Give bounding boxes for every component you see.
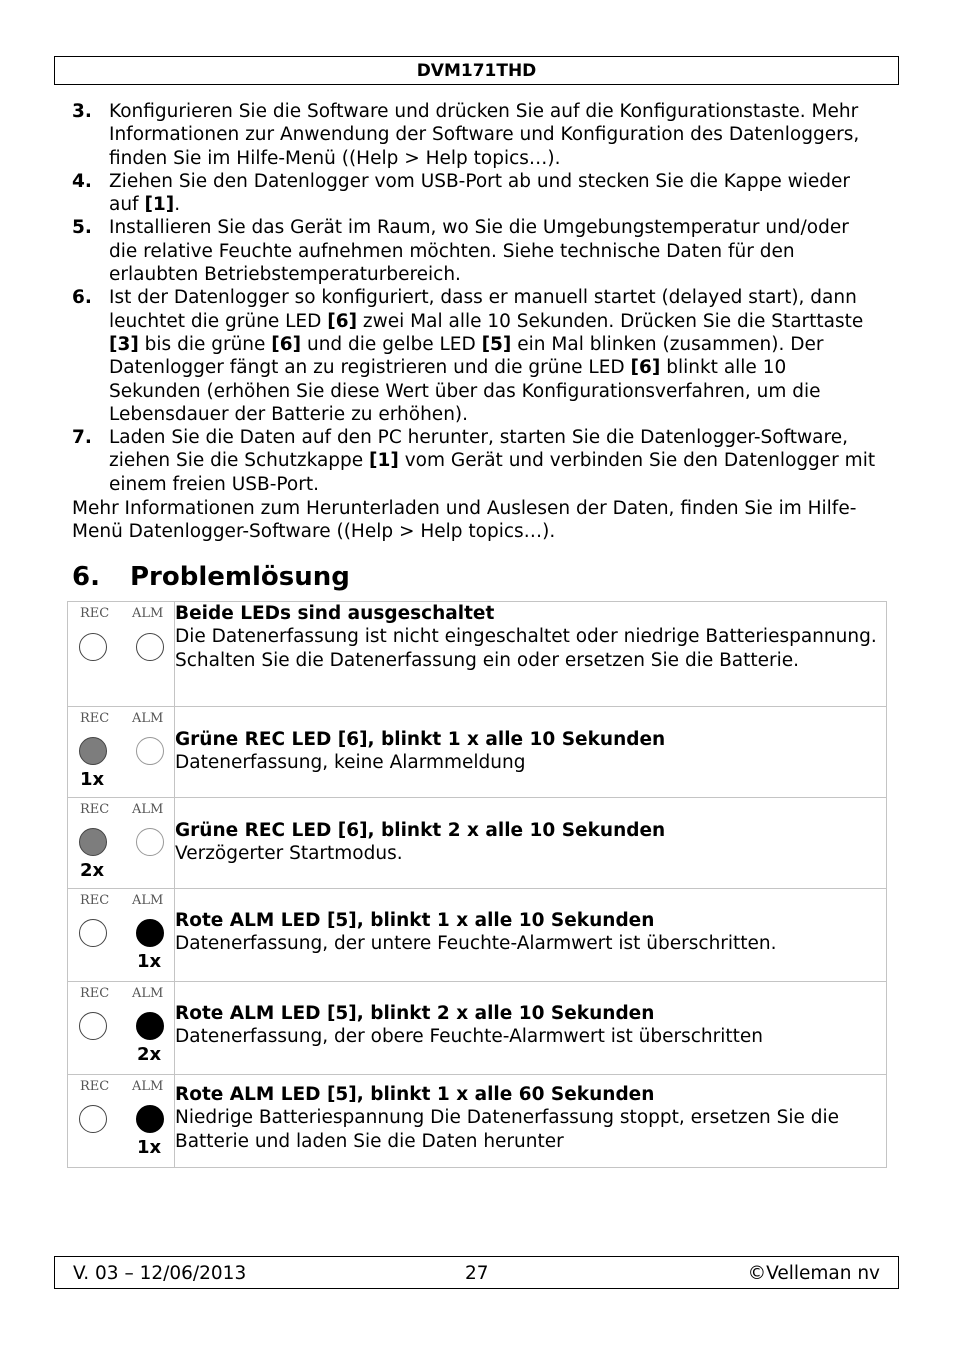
led-indicator-cell	[68, 1075, 175, 1168]
led-indicator-cell	[68, 982, 175, 1075]
led-indicator-cell	[68, 889, 175, 982]
step-text: Laden Sie die Daten auf den PC herunter, starten Sie die Datenlogger-Software, ziehen Sie die Schutzkappe	[109, 427, 848, 472]
rec-led-icon	[79, 828, 107, 856]
trouble-title: Grüne REC LED [6], blinkt 2 x alle 10 Sekunden	[175, 820, 666, 841]
step-text: blinkt alle 10 Sekunden (erhöhen Sie diese Wert über das Konfigurationsverfahren, um die Lebensdauer der Batterie zu erhöhen).	[109, 357, 821, 425]
trouble-title: Rote ALM LED [5], blinkt 1 x alle 60 Sekunden	[175, 1084, 655, 1105]
step-text: zwei Mal alle 10 Sekunden. Drücken Sie die Starttaste	[357, 310, 864, 332]
trouble-title: Beide LEDs sind ausgeschaltet	[175, 603, 495, 624]
step-item	[72, 100, 882, 170]
part-reference: [5]	[481, 333, 512, 355]
trouble-title: Rote ALM LED [5], blinkt 1 x alle 10 Sekunden	[175, 910, 655, 931]
document-header	[54, 56, 899, 85]
blink-count: 2x	[80, 860, 105, 881]
step-text: Installieren Sie das Gerät im Raum, wo Sie die Umgebungstemperatur und/oder die relative Feuchte aufnehmen möchten. Siehe technische Daten für den erlaubten Betriebstemperaturbereich.	[109, 217, 849, 286]
step-item	[72, 170, 882, 217]
trouble-description-cell	[175, 889, 887, 982]
rec-label: REC	[80, 606, 110, 621]
trouble-description-cell	[175, 1075, 887, 1168]
alm-led-icon	[136, 919, 164, 947]
step-item	[72, 216, 882, 286]
trouble-row	[68, 798, 887, 889]
blink-count: 1x	[137, 951, 162, 972]
step-text: Ist der Datenlogger so konfiguriert, dass er manuell startet (delayed start), dann leuchtet die grüne LED	[109, 287, 857, 332]
model-name: DVM171THD	[416, 61, 537, 81]
section-number: 6.	[72, 562, 100, 592]
step-item	[72, 426, 882, 496]
alm-led-icon	[136, 828, 164, 856]
version-date: V. 03 – 12/06/2013	[73, 1263, 247, 1284]
part-reference: [1]	[369, 450, 399, 472]
info-paragraph: Mehr Informationen zum Herunterladen und Auslesen der Daten, finden Sie im Hilfe-Menü Datenlogger-Software ((Help > Help topics…).	[72, 498, 857, 543]
copyright: ©Velleman nv	[747, 1263, 880, 1284]
led-indicator-cell	[68, 602, 175, 707]
trouble-text: Datenerfassung, der untere Feuchte-Alarmwert ist überschritten.	[175, 933, 777, 955]
alm-led-icon	[136, 1012, 164, 1040]
trouble-title: Rote ALM LED [5], blinkt 2 x alle 10 Sekunden	[175, 1003, 655, 1024]
page-number: 27	[465, 1263, 489, 1284]
rec-label: REC	[80, 893, 110, 908]
trouble-text: Datenerfassung, keine Alarmmeldung	[175, 752, 526, 774]
trouble-text: Die Datenerfassung ist nicht eingeschaltet oder niedrige Batteriespannung. Schalten Sie die Datenerfassung ein oder ersetzen Sie die Batterie.	[175, 626, 877, 671]
alm-label: ALM	[132, 893, 164, 908]
part-reference: [6]	[630, 357, 661, 379]
rec-label: REC	[80, 711, 110, 726]
trouble-text: Verzögerter Startmodus.	[175, 843, 403, 865]
trouble-row	[68, 602, 887, 707]
step-text: ein Mal blinken (zusammen). Der Datenlogger fängt an zu registrieren und die grüne LED	[109, 333, 824, 379]
rec-led-icon	[79, 737, 107, 765]
part-reference: [6]	[271, 333, 302, 355]
step-text: Konfigurieren Sie die Software und drücken Sie auf die Konfigurationstaste. Mehr Informationen zur Anwendung der Software und Konfiguration des Datenloggers, finden Sie im Hilfe-Menü ((Help > Help topics…).	[109, 101, 860, 169]
trouble-description-cell	[175, 982, 887, 1075]
led-indicator-cell	[68, 798, 175, 889]
rec-led-icon	[79, 633, 107, 661]
step-text: vom Gerät und verbinden Sie den Datenlogger mit einem freien USB-Port.	[109, 450, 876, 495]
step-number: 4.	[72, 170, 92, 192]
trouble-row	[68, 982, 887, 1075]
trouble-row	[68, 889, 887, 982]
rec-led-icon	[79, 919, 107, 947]
trouble-row	[68, 1075, 887, 1168]
trouble-description-cell	[175, 602, 887, 707]
blink-count: 1x	[80, 769, 105, 790]
alm-label: ALM	[132, 986, 164, 1001]
rec-led-icon	[79, 1012, 107, 1040]
document-footer	[54, 1256, 899, 1289]
troubleshooting-table	[67, 601, 887, 1168]
part-reference: [1]	[144, 194, 175, 216]
rec-led-icon	[79, 1105, 107, 1133]
blink-count: 1x	[137, 1137, 162, 1158]
trouble-text: Datenerfassung, der obere Feuchte-Alarmwert ist überschritten	[175, 1026, 764, 1048]
part-reference: [6]	[327, 310, 358, 332]
step-text: .	[174, 194, 181, 216]
trouble-description-cell	[175, 798, 887, 889]
alm-label: ALM	[132, 606, 164, 621]
trouble-title: Grüne REC LED [6], blinkt 1 x alle 10 Sekunden	[175, 729, 666, 750]
blink-count: 2x	[137, 1044, 162, 1065]
instruction-steps	[72, 100, 882, 496]
led-indicator-cell	[68, 707, 175, 798]
trouble-row	[68, 707, 887, 798]
trouble-text: Niedrige Batteriespannung Die Datenerfassung stoppt, ersetzen Sie die Batterie und laden Sie die Daten herunter	[175, 1107, 840, 1152]
alm-label: ALM	[132, 711, 164, 726]
rec-label: REC	[80, 1079, 110, 1094]
part-reference: [3]	[109, 333, 139, 355]
trouble-description-cell	[175, 707, 887, 798]
alm-label: ALM	[132, 802, 164, 817]
section-title: Problemlösung	[130, 562, 350, 592]
alm-led-icon	[136, 1105, 164, 1133]
alm-label: ALM	[132, 1079, 164, 1094]
rec-label: REC	[80, 986, 110, 1001]
rec-label: REC	[80, 802, 110, 817]
alm-led-icon	[136, 737, 164, 765]
step-text: Ziehen Sie den Datenlogger vom USB-Port ab und stecken Sie die Kappe wieder auf	[109, 170, 851, 216]
step-text: und die gelbe LED	[301, 333, 482, 355]
step-number: 3.	[72, 101, 92, 122]
step-number: 5.	[72, 217, 92, 239]
alm-led-icon	[136, 633, 164, 661]
step-text: bis die grüne	[138, 333, 272, 355]
step-number: 6.	[72, 287, 92, 309]
step-item	[72, 286, 882, 426]
section-heading	[72, 562, 350, 592]
step-number: 7.	[72, 427, 92, 449]
